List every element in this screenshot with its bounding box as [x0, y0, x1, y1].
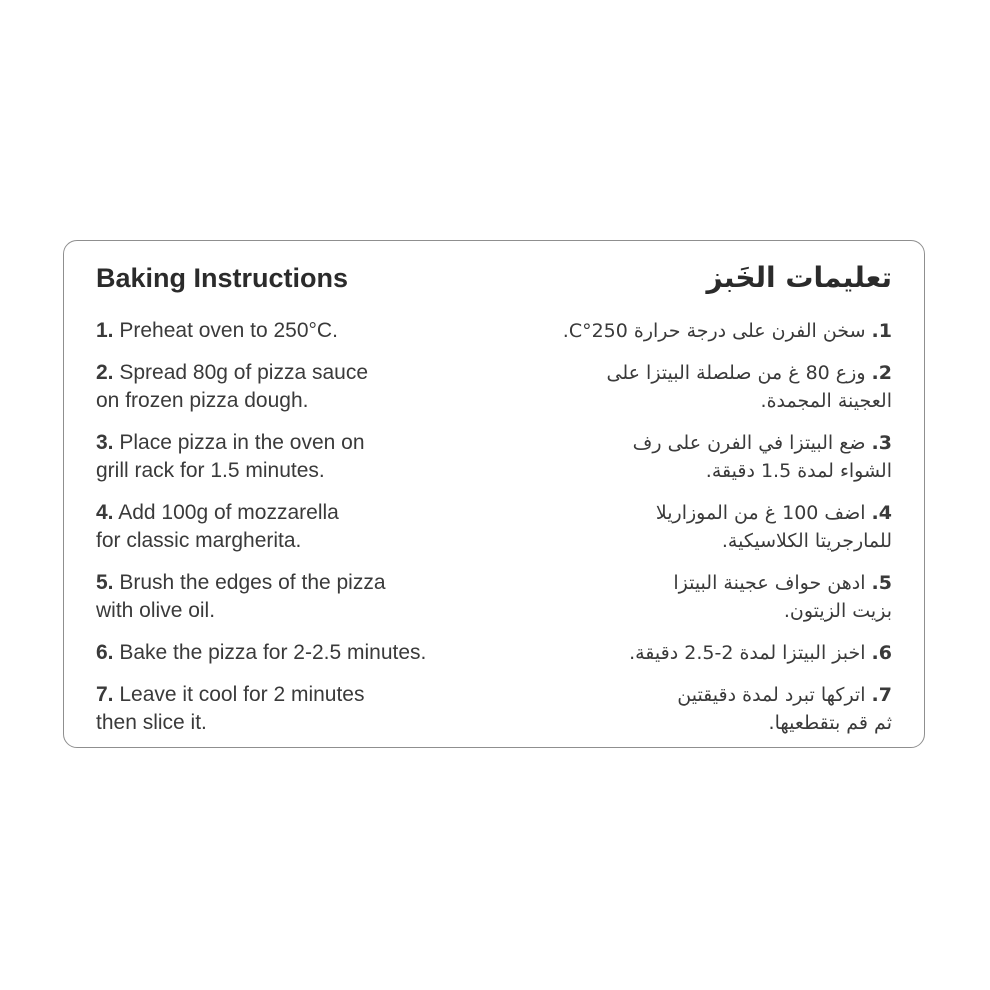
step-text: اخبز البيتزا لمدة 2-2.5 دقيقة.: [629, 642, 866, 664]
step-number: 6.: [871, 642, 892, 664]
arabic-step-1: [512, 317, 892, 345]
arabic-step-4: [512, 499, 892, 555]
step-number: 3.: [871, 432, 892, 454]
step-text: ضع البيتزا في الفرن على رف الشواء لمدة 1.5 دقيقة.: [632, 432, 892, 482]
step-text: Leave it cool for 2 minutes then slice it.: [96, 683, 365, 734]
step-number: 2.: [96, 361, 114, 384]
english-step-4: [96, 499, 516, 555]
step-text: اتركها تبرد لمدة دقيقتين ثم قم بتقطعيها.: [677, 684, 892, 734]
step-number: 3.: [96, 431, 114, 454]
step-number: 5.: [96, 571, 114, 594]
step-number: 1.: [96, 319, 114, 342]
arabic-steps-list: [512, 317, 892, 737]
english-heading: Baking Instructions: [96, 263, 349, 293]
arabic-step-6: [512, 639, 892, 667]
step-number: 4.: [96, 501, 114, 524]
english-step-6: [96, 639, 516, 667]
english-column: [96, 259, 516, 751]
english-step-3: [96, 429, 516, 485]
step-text: Add 100g of mozzarella for classic margherita.: [96, 501, 339, 552]
step-text: Preheat oven to 250°C.: [119, 319, 338, 342]
step-number: 7.: [96, 683, 114, 706]
arabic-step-2: [512, 359, 892, 415]
arabic-heading: تعليمات الخَبز: [706, 261, 892, 294]
step-number: 4.: [871, 502, 892, 524]
english-step-1: [96, 317, 516, 345]
step-text: Bake the pizza for 2-2.5 minutes.: [119, 641, 427, 664]
baking-instructions-card: [63, 240, 925, 748]
english-steps-list: [96, 317, 516, 737]
english-step-2: [96, 359, 516, 415]
step-number: 2.: [871, 362, 892, 384]
arabic-step-7: [512, 681, 892, 737]
step-text: اضف 100 غ من الموزاريلا للمارجريتا الكلاسيكية.: [655, 502, 892, 552]
step-text: وزع 80 غ من صلصلة البيتزا على العجينة المجمدة.: [606, 362, 892, 412]
english-step-5: [96, 569, 516, 625]
english-step-7: [96, 681, 516, 737]
step-number: 7.: [871, 684, 892, 706]
arabic-step-3: [512, 429, 892, 485]
arabic-column: [512, 259, 892, 751]
arabic-step-5: [512, 569, 892, 625]
step-text: Brush the edges of the pizza with olive oil.: [96, 571, 386, 622]
step-text: ادهن حواف عجينة البيتزا بزيت الزيتون.: [673, 572, 892, 622]
step-number: 1.: [871, 320, 892, 342]
step-text: Spread 80g of pizza sauce on frozen pizza dough.: [96, 361, 369, 412]
step-text: Place pizza in the oven on grill rack for 1.5 minutes.: [96, 431, 365, 482]
step-text: سخن الفرن على درجة حرارة 250°C.: [562, 320, 866, 342]
step-number: 6.: [96, 641, 114, 664]
step-number: 5.: [871, 572, 892, 594]
